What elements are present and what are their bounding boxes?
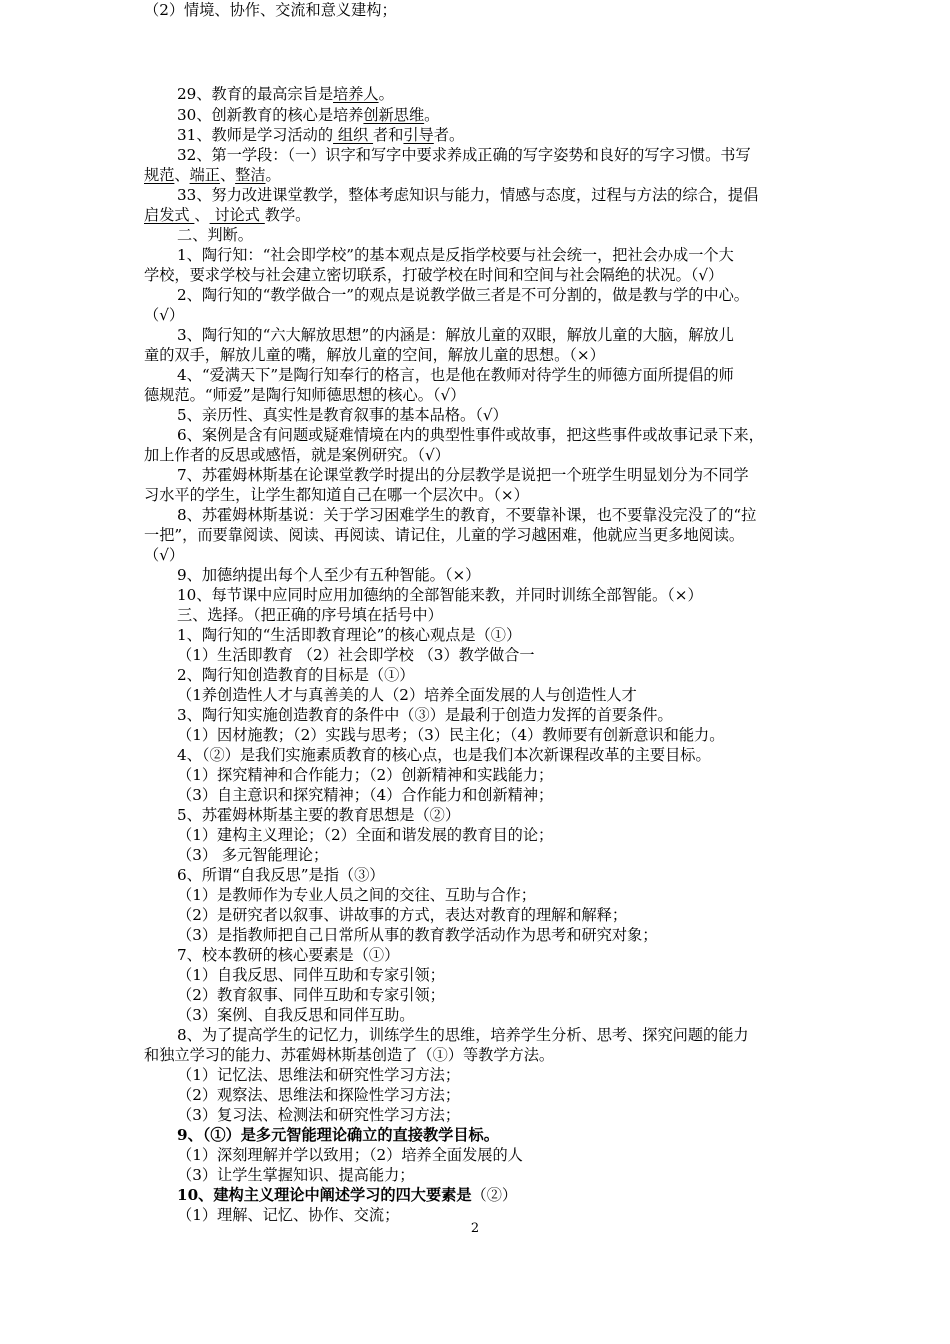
text-line bbox=[144, 525, 744, 545]
text-segment: 2、陶行知创造教育的目标是（①） bbox=[177, 666, 415, 684]
text-segment: 5、亲历性、真实性是教育叙事的基本品格。（√） bbox=[177, 406, 508, 424]
text-line bbox=[177, 1005, 414, 1025]
text-line bbox=[177, 465, 749, 485]
text-segment: 加上作者的反思或感悟，就是案例研究。（√） bbox=[144, 446, 450, 464]
text-segment: （3）是指教师把自己日常所从事的教育教学活动作为思考和研究对象； bbox=[177, 926, 658, 944]
text-line bbox=[177, 865, 384, 885]
text-line bbox=[177, 785, 553, 805]
text-line bbox=[177, 945, 399, 965]
text-line bbox=[177, 1185, 517, 1205]
text-segment: 4、（②）是我们实施素质教育的核心点，也是我们本次新课程改革的主要目标。 bbox=[177, 746, 711, 764]
text-segment: （2）教育叙事、同伴互助和专家引领； bbox=[177, 986, 445, 1004]
text-segment: 9、（①）是多元智能理论确立的直接教学目标。 bbox=[177, 1126, 499, 1144]
text-segment: 4、“爱满天下”是陶行知奉行的格言，也是他在教师对待学生的师德方面所提倡的师 bbox=[177, 366, 734, 384]
text-segment: 5、苏霍姆林斯基主要的教育思想是（②） bbox=[177, 806, 461, 824]
blank-answer: 规范 bbox=[144, 166, 175, 184]
text-segment: （1养创造性人才与真善美的人（2）培养全面发展的人与创造性人才 bbox=[177, 686, 637, 704]
text-line bbox=[177, 605, 443, 625]
text-line bbox=[177, 1065, 460, 1085]
text-segment: 三、选择。（把正确的序号填在括号中） bbox=[177, 606, 443, 624]
text-line bbox=[177, 825, 553, 845]
text-line bbox=[144, 545, 184, 565]
text-line bbox=[177, 1125, 499, 1145]
text-segment: 、 bbox=[219, 166, 236, 184]
text-segment: 31、教师是学习活动的 bbox=[177, 126, 334, 144]
text-segment: 和独立学习的能力、苏霍姆林斯基创造了（①）等教学方法。 bbox=[144, 1046, 555, 1064]
text-line bbox=[177, 505, 756, 525]
text-segment: 德规范。“师爱”是陶行知师德思想的核心。（√） bbox=[144, 386, 466, 404]
text-line bbox=[144, 0, 397, 20]
text-line bbox=[144, 265, 723, 285]
text-segment: 者和 bbox=[373, 126, 404, 144]
text-line bbox=[177, 585, 703, 605]
text-segment: 2、陶行知的“教学做合一”的观点是说教学做三者是不可分割的，做是教与学的中心。 bbox=[177, 286, 749, 304]
text-line bbox=[177, 565, 480, 585]
text-line bbox=[177, 245, 734, 265]
text-segment: 10、建构主义理论中阐述学习的四大要素是 bbox=[177, 1186, 472, 1204]
text-segment: 1、陶行知的“生活即教育理论”的核心观点是（①） bbox=[177, 626, 522, 644]
text-segment: （√） bbox=[144, 546, 185, 564]
text-segment: （1）探究精神和合作能力；（2）创新精神和实践能力； bbox=[177, 766, 554, 784]
text-segment: 。 bbox=[424, 106, 440, 124]
text-segment: （3）案例、自我反思和同伴互助。 bbox=[177, 1006, 415, 1024]
text-line bbox=[177, 325, 734, 345]
text-line bbox=[177, 845, 328, 865]
text-line bbox=[144, 485, 529, 505]
text-line bbox=[144, 385, 465, 405]
text-line bbox=[177, 425, 764, 445]
text-segment: 8、为了提高学生的记忆力，训练学生的思维，培养学生分析、思考、探究问题的能力 bbox=[177, 1026, 749, 1044]
text-segment: （1）记忆法、思维法和研究性学习方法； bbox=[177, 1066, 461, 1084]
text-segment: 一把”，而要靠阅读、阅读、再阅读、请记住，儿童的学习越困难，他就应当更多地阅读。 bbox=[144, 526, 745, 544]
text-segment: 、 bbox=[174, 166, 190, 184]
text-line bbox=[177, 125, 464, 145]
text-line bbox=[177, 665, 414, 685]
text-line bbox=[177, 925, 657, 945]
text-segment: （1）因材施教；（2）实践与思考；（3）民主化；（4）教师要有创新意识和能力。 bbox=[177, 726, 725, 744]
text-segment: 33、努力改进课堂教学，整体考虑知识与能力，情感与态度，过程与方法的综合，提倡 bbox=[177, 186, 759, 204]
text-segment: （2）观察法、思维法和探险性学习方法； bbox=[177, 1086, 461, 1104]
text-line bbox=[177, 645, 535, 665]
text-line bbox=[177, 285, 749, 305]
text-segment: 3、陶行知实施创造教育的条件中（③）是最利于创造力发挥的首要条件。 bbox=[177, 706, 673, 724]
blank-answer: 创新思维 bbox=[363, 106, 425, 124]
text-segment: （1）深刻理解并学以致用；（2）培养全面发展的人 bbox=[177, 1146, 523, 1164]
text-segment: （3）复习法、检测法和研究性学习方法； bbox=[177, 1106, 461, 1124]
text-line bbox=[177, 685, 637, 705]
text-line bbox=[177, 365, 734, 385]
text-segment: （3） 多元智能理论； bbox=[177, 846, 329, 864]
text-line bbox=[177, 625, 521, 645]
text-line bbox=[177, 1025, 749, 1045]
blank-answer: 引导 bbox=[403, 126, 434, 144]
text-segment: 童的双手，解放儿童的嘴，解放儿童的空间，解放儿童的思想。（×） bbox=[144, 346, 605, 364]
text-line bbox=[144, 165, 281, 185]
text-line bbox=[177, 765, 553, 785]
blank-answer: 培养人 bbox=[333, 85, 379, 103]
text-line bbox=[144, 445, 450, 465]
text-line bbox=[177, 965, 445, 985]
text-line bbox=[177, 905, 627, 925]
blank-answer: 组织 bbox=[333, 126, 374, 144]
text-line bbox=[144, 1045, 554, 1065]
text-segment: 6、案例是含有问题或疑难情境在内的典型性事件或故事，把这些事件或故事记录下来， bbox=[177, 426, 764, 444]
text-segment: 习水平的学生，让学生都知道自己在哪一个层次中。（×） bbox=[144, 486, 529, 504]
text-segment: （√） bbox=[144, 306, 185, 324]
text-line bbox=[177, 225, 253, 245]
text-line bbox=[177, 725, 724, 745]
blank-answer: 讨论式 bbox=[209, 206, 265, 224]
text-segment: 10、每节课中应同时应用加德纳的全部智能来教，并同时训练全部智能。（×） bbox=[177, 586, 703, 604]
text-segment: （2）是研究者以叙事、讲故事的方式，表达对教育的理解和解释； bbox=[177, 906, 628, 924]
blank-answer: 启发式 bbox=[144, 206, 195, 224]
text-segment: 二、判断。 bbox=[177, 226, 253, 244]
text-segment: 。 bbox=[378, 85, 394, 103]
text-segment: 者。 bbox=[433, 126, 465, 144]
text-line bbox=[177, 985, 445, 1005]
text-segment: （1）建构主义理论；（2）全面和谐发展的教育目的论； bbox=[177, 826, 554, 844]
text-segment: 学校，要求学校与社会建立密切联系，打破学校在时间和空间与社会隔绝的状况。（√） bbox=[144, 266, 724, 284]
page-number: 2 bbox=[470, 1221, 480, 1236]
text-line bbox=[177, 105, 439, 125]
text-segment: （3）让学生掌握知识、提高能力； bbox=[177, 1166, 415, 1184]
text-line bbox=[177, 145, 751, 165]
text-line bbox=[177, 405, 508, 425]
text-line bbox=[177, 84, 394, 104]
text-segment: 29、教育的最高宗旨是 bbox=[177, 85, 334, 103]
text-line bbox=[177, 1085, 460, 1105]
text-line bbox=[177, 745, 711, 765]
text-segment: （1）自我反思、同伴互助和专家引领； bbox=[177, 966, 445, 984]
text-segment: 9、加德纳提出每个人至少有五种智能。（×） bbox=[177, 566, 481, 584]
text-segment: 6、所谓“自我反思”是指（③） bbox=[177, 866, 385, 884]
text-segment: 7、苏霍姆林斯基在论课堂教学时提出的分层教学是说把一个班学生明显划分为不同学 bbox=[177, 466, 749, 484]
text-segment: 1、陶行知：“社会即学校”的基本观点是反指学校要与社会统一，把社会办成一个大 bbox=[177, 246, 734, 264]
text-segment: （②） bbox=[471, 1186, 518, 1204]
text-segment: 、 bbox=[194, 206, 210, 224]
text-line bbox=[177, 1165, 414, 1185]
text-line bbox=[144, 205, 310, 225]
text-line bbox=[177, 805, 460, 825]
text-segment: （1）生活即教育 （2）社会即学校 （3）教学做合一 bbox=[177, 646, 535, 664]
text-line bbox=[177, 185, 758, 205]
text-line bbox=[177, 885, 536, 905]
text-segment: （2）情境、协作、交流和意义建构； bbox=[144, 1, 397, 19]
text-segment: （1）是教师作为专业人员之间的交往、互助与合作； bbox=[177, 886, 536, 904]
blank-answer: 整洁 bbox=[235, 166, 266, 184]
text-segment: （1）理解、记忆、协作、交流； bbox=[177, 1206, 400, 1224]
text-segment: 。 bbox=[265, 166, 281, 184]
text-segment: 8、苏霍姆林斯基说：关于学习困难学生的教育，不要靠补课，也不要靠没完没了的“拉 bbox=[177, 506, 757, 524]
text-segment: （3）自主意识和探究精神；（4）合作能力和创新精神； bbox=[177, 786, 554, 804]
text-segment: 7、校本教研的核心要素是（①） bbox=[177, 946, 400, 964]
text-segment: 30、创新教育的核心是培养 bbox=[177, 106, 364, 124]
text-line bbox=[144, 305, 184, 325]
text-segment: 教学。 bbox=[264, 206, 311, 224]
text-segment: 3、陶行知的“六大解放思想”的内涵是：解放儿童的双眼，解放儿童的大脑，解放儿 bbox=[177, 326, 734, 344]
text-line bbox=[177, 705, 673, 725]
blank-answer: 端正 bbox=[189, 166, 220, 184]
text-segment: 32、第一学段：（一）识字和写字中要求养成正确的写字姿势和良好的写字习惯。书写 bbox=[177, 146, 751, 164]
text-line bbox=[177, 1105, 460, 1125]
text-line bbox=[144, 345, 605, 365]
text-line bbox=[177, 1145, 523, 1165]
